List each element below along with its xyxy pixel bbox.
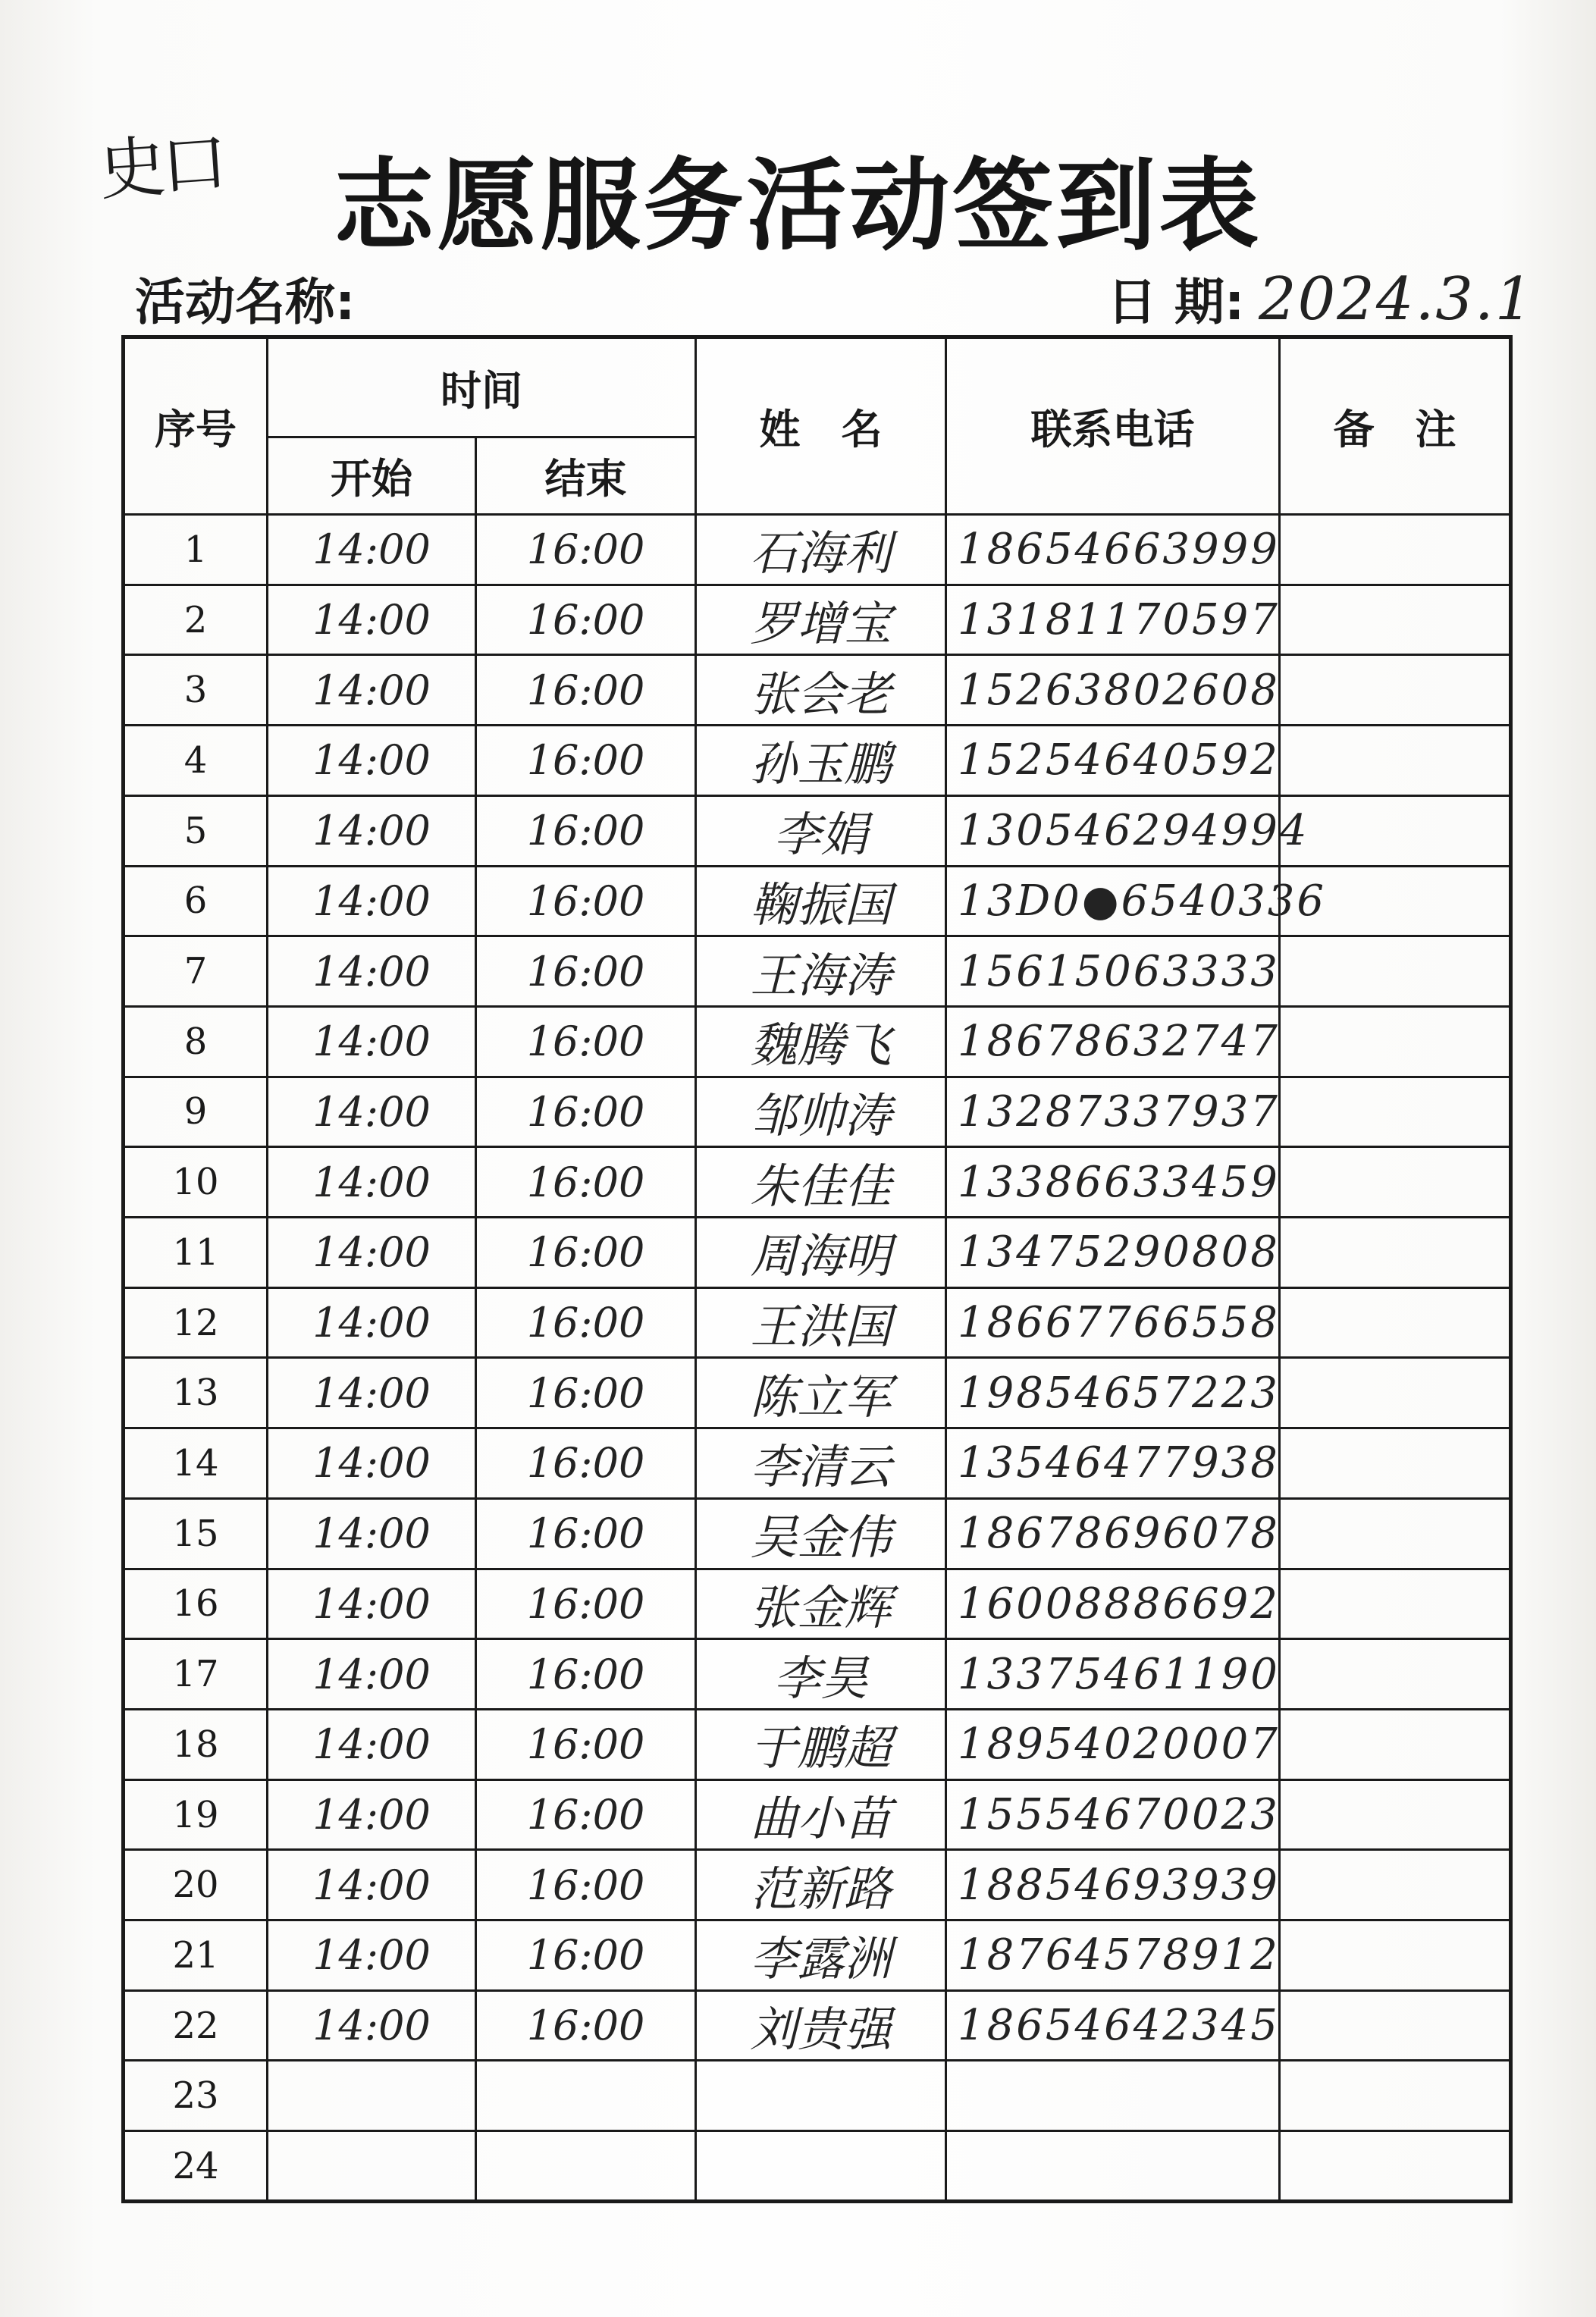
phone-number — [946, 2131, 1280, 2202]
start-time: 14:00 — [268, 585, 476, 655]
phone-number: 130546294994 — [946, 795, 1280, 866]
start-time: 14:00 — [268, 1709, 476, 1779]
signature-name: 张金辉 — [696, 1569, 946, 1639]
row-number: 20 — [124, 1850, 268, 1920]
start-time: 14:00 — [268, 1428, 476, 1499]
remark-cell — [1280, 1218, 1511, 1288]
signature-name: 孙玉鹏 — [696, 726, 946, 796]
phone-number: 13181170597 — [946, 585, 1280, 655]
end-time: 16:00 — [476, 1990, 696, 2061]
end-time: 16:00 — [476, 1218, 696, 1288]
phone-number — [946, 2061, 1280, 2131]
phone-number: 15263802608 — [946, 655, 1280, 726]
table-row — [124, 1498, 1511, 1569]
start-time: 14:00 — [268, 1147, 476, 1218]
table-row — [124, 1920, 1511, 1991]
column-header-name: 姓 名 — [696, 337, 946, 515]
signature-name: 周海明 — [696, 1218, 946, 1288]
end-time: 16:00 — [476, 655, 696, 726]
phone-number: 18667766558 — [946, 1287, 1280, 1358]
signature-name: 朱佳佳 — [696, 1147, 946, 1218]
signature-name: 石海利 — [696, 515, 946, 585]
sign-in-table — [121, 335, 1513, 2203]
row-number: 8 — [124, 1006, 268, 1077]
start-time: 14:00 — [268, 936, 476, 1007]
row-number: 5 — [124, 795, 268, 866]
signature-name: 李昊 — [696, 1639, 946, 1710]
row-number: 4 — [124, 726, 268, 796]
remark-cell — [1280, 1850, 1511, 1920]
remark-cell — [1280, 1077, 1511, 1147]
table-row — [124, 795, 1511, 866]
remark-cell — [1280, 2061, 1511, 2131]
end-time — [476, 2131, 696, 2202]
start-time: 14:00 — [268, 1077, 476, 1147]
end-time: 16:00 — [476, 515, 696, 585]
start-time: 14:00 — [268, 726, 476, 796]
row-number: 17 — [124, 1639, 268, 1710]
end-time: 16:00 — [476, 1779, 696, 1850]
start-time: 14:00 — [268, 866, 476, 936]
end-time: 16:00 — [476, 1287, 696, 1358]
row-number: 1 — [124, 515, 268, 585]
end-time: 16:00 — [476, 1358, 696, 1428]
remark-cell — [1280, 1498, 1511, 1569]
phone-number: 18678632747 — [946, 1006, 1280, 1077]
start-time — [268, 2061, 476, 2131]
remark-cell — [1280, 1709, 1511, 1779]
signature-name: 李娟 — [696, 795, 946, 866]
remark-cell — [1280, 515, 1511, 585]
start-time: 14:00 — [268, 1287, 476, 1358]
start-time: 14:00 — [268, 1639, 476, 1710]
table-row — [124, 1779, 1511, 1850]
start-time: 14:00 — [268, 1850, 476, 1920]
signature-name: 邹帅涛 — [696, 1077, 946, 1147]
start-time: 14:00 — [268, 1498, 476, 1569]
column-header-remark: 备 注 — [1280, 337, 1511, 515]
start-time: 14:00 — [268, 1569, 476, 1639]
row-number: 16 — [124, 1569, 268, 1639]
row-number: 19 — [124, 1779, 268, 1850]
end-time: 16:00 — [476, 1850, 696, 1920]
row-number: 10 — [124, 1147, 268, 1218]
start-time: 14:00 — [268, 795, 476, 866]
remark-cell — [1280, 1428, 1511, 1499]
table-row — [124, 1218, 1511, 1288]
signature-name: 王海涛 — [696, 936, 946, 1007]
row-number: 7 — [124, 936, 268, 1007]
table-row — [124, 655, 1511, 726]
start-time: 14:00 — [268, 1920, 476, 1991]
remark-cell — [1280, 655, 1511, 726]
table-row — [124, 1990, 1511, 2061]
end-time: 16:00 — [476, 1569, 696, 1639]
signature-name: 范新路 — [696, 1850, 946, 1920]
signature-name: 刘贵强 — [696, 1990, 946, 2061]
row-number: 23 — [124, 2061, 268, 2131]
end-time: 16:00 — [476, 1639, 696, 1710]
row-number: 3 — [124, 655, 268, 726]
phone-number: 18678696078 — [946, 1498, 1280, 1569]
remark-cell — [1280, 1569, 1511, 1639]
signature-name: 王洪国 — [696, 1287, 946, 1358]
phone-number: 18764578912 — [946, 1920, 1280, 1991]
start-time: 14:00 — [268, 655, 476, 726]
remark-cell — [1280, 726, 1511, 796]
phone-number: 13D0●6540336 — [946, 866, 1280, 936]
end-time: 16:00 — [476, 795, 696, 866]
phone-number: 15254640592 — [946, 726, 1280, 796]
row-number: 18 — [124, 1709, 268, 1779]
table-row — [124, 1287, 1511, 1358]
phone-number: 15554670023 — [946, 1779, 1280, 1850]
signature-name: 魏腾飞 — [696, 1006, 946, 1077]
column-header-time: 时间 — [268, 337, 696, 437]
table-row — [124, 1639, 1511, 1710]
row-number: 24 — [124, 2131, 268, 2202]
row-number: 12 — [124, 1287, 268, 1358]
signature-name — [696, 2061, 946, 2131]
end-time: 16:00 — [476, 1920, 696, 1991]
signature-name: 吴金伟 — [696, 1498, 946, 1569]
signature-name: 鞠振国 — [696, 866, 946, 936]
remark-cell — [1280, 1920, 1511, 1991]
activity-name-label: 活动名称: — [135, 273, 356, 331]
table-row — [124, 1358, 1511, 1428]
end-time: 16:00 — [476, 936, 696, 1007]
phone-number: 13546477938 — [946, 1428, 1280, 1499]
end-time: 16:00 — [476, 1709, 696, 1779]
end-time — [476, 2061, 696, 2131]
column-header-end: 结束 — [476, 437, 696, 515]
phone-number: 13386633459 — [946, 1147, 1280, 1218]
end-time: 16:00 — [476, 1498, 696, 1569]
signature-name: 张会老 — [696, 655, 946, 726]
remark-cell — [1280, 585, 1511, 655]
row-number: 15 — [124, 1498, 268, 1569]
table-row — [124, 585, 1511, 655]
signature-name: 罗增宝 — [696, 585, 946, 655]
date-label: 日 期: — [1107, 273, 1245, 331]
end-time: 16:00 — [476, 1077, 696, 1147]
signature-name — [696, 2131, 946, 2202]
phone-number: 13375461190 — [946, 1639, 1280, 1710]
start-time: 14:00 — [268, 515, 476, 585]
phone-number: 19854657223 — [946, 1358, 1280, 1428]
table-row — [124, 1428, 1511, 1499]
table-row — [124, 1709, 1511, 1779]
start-time: 14:00 — [268, 1779, 476, 1850]
row-number: 22 — [124, 1990, 268, 2061]
end-time: 16:00 — [476, 1428, 696, 1499]
date-value: 2024.3.1 — [1259, 265, 1535, 334]
column-header-phone: 联系电话 — [946, 337, 1280, 515]
handwritten-corner-note: 史口 — [96, 123, 226, 210]
table-row — [124, 1850, 1511, 1920]
remark-cell — [1280, 1990, 1511, 2061]
signature-name: 李露洲 — [696, 1920, 946, 1991]
table-row — [124, 866, 1511, 936]
phone-number: 15615063333 — [946, 936, 1280, 1007]
remark-cell — [1280, 1779, 1511, 1850]
end-time: 16:00 — [476, 726, 696, 796]
table-row — [124, 1077, 1511, 1147]
table-row — [124, 515, 1511, 585]
header-row — [124, 337, 1511, 437]
phone-number: 18654663999 — [946, 515, 1280, 585]
phone-number: 13287337937 — [946, 1077, 1280, 1147]
phone-number: 18854693939 — [946, 1850, 1280, 1920]
row-number: 14 — [124, 1428, 268, 1499]
signature-name: 李清云 — [696, 1428, 946, 1499]
table-row — [124, 2061, 1511, 2131]
remark-cell — [1280, 795, 1511, 866]
end-time: 16:00 — [476, 866, 696, 936]
remark-cell — [1280, 2131, 1511, 2202]
remark-cell — [1280, 936, 1511, 1007]
row-number: 9 — [124, 1077, 268, 1147]
row-number: 6 — [124, 866, 268, 936]
table-row — [124, 936, 1511, 1007]
table-row — [124, 2131, 1511, 2202]
signature-name: 陈立军 — [696, 1358, 946, 1428]
remark-cell — [1280, 1358, 1511, 1428]
row-number: 13 — [124, 1358, 268, 1428]
table-row — [124, 726, 1511, 796]
phone-number: 18954020007 — [946, 1709, 1280, 1779]
column-header-index: 序号 — [124, 337, 268, 515]
column-header-start: 开始 — [268, 437, 476, 515]
remark-cell — [1280, 1287, 1511, 1358]
phone-number: 16008886692 — [946, 1569, 1280, 1639]
remark-cell — [1280, 1639, 1511, 1710]
remark-cell — [1280, 1006, 1511, 1077]
end-time: 16:00 — [476, 1006, 696, 1077]
start-time — [268, 2131, 476, 2202]
row-number: 21 — [124, 1920, 268, 1991]
form-title: 志愿服务活动签到表 — [334, 148, 1262, 265]
row-number: 2 — [124, 585, 268, 655]
table-row — [124, 1147, 1511, 1218]
phone-number: 13475290808 — [946, 1218, 1280, 1288]
row-number: 11 — [124, 1218, 268, 1288]
start-time: 14:00 — [268, 1990, 476, 2061]
signature-name: 曲小苗 — [696, 1779, 946, 1850]
end-time: 16:00 — [476, 1147, 696, 1218]
phone-number: 18654642345 — [946, 1990, 1280, 2061]
start-time: 14:00 — [268, 1358, 476, 1428]
table-row — [124, 1569, 1511, 1639]
signature-name: 于鹏超 — [696, 1709, 946, 1779]
start-time: 14:00 — [268, 1006, 476, 1077]
start-time: 14:00 — [268, 1218, 476, 1288]
table-row — [124, 1006, 1511, 1077]
end-time: 16:00 — [476, 585, 696, 655]
remark-cell — [1280, 1147, 1511, 1218]
